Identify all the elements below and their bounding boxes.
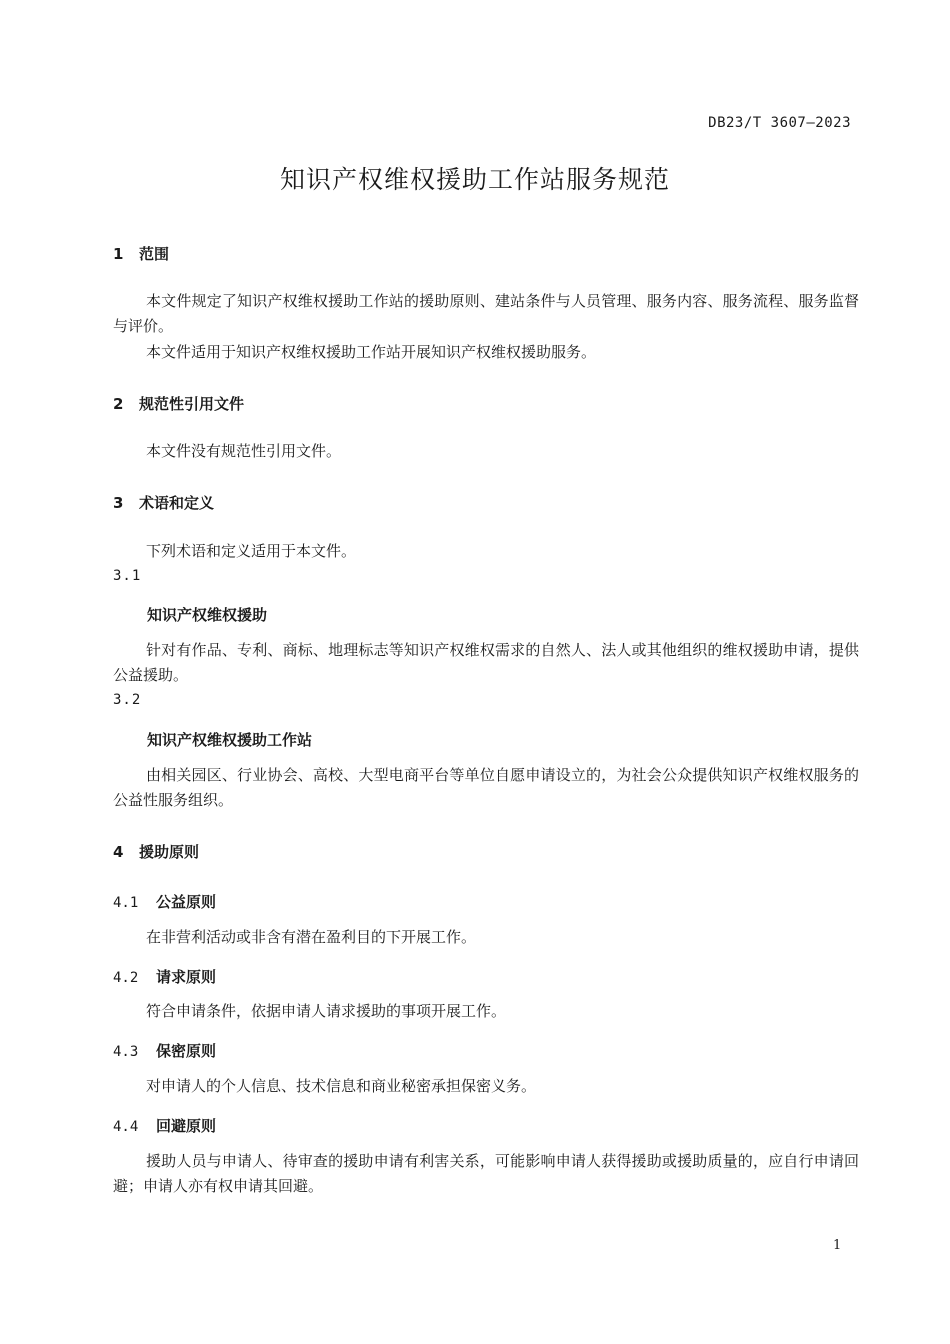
section-heading-normative-references [113,393,244,414]
term-name: 知识产权维权援助工作站 [147,731,313,749]
term-name: 知识产权维权援助 [147,606,268,624]
clause-text: 援助人员与申请人、待审查的援助申请有利害关系，可能影响申请人获得援助或援助质量的，应自行申请回避；申请人亦有权申请其回避。 [113,1152,859,1195]
term-number: 3.2 [113,692,142,708]
clause-title: 请求原则 [156,968,217,986]
section-title: 范围 [139,245,170,263]
clause-text: 对申请人的个人信息、技术信息和商业秘密承担保密义务。 [146,1077,537,1095]
clause-title: 保密原则 [156,1042,217,1060]
document-code: DB23/T 3607—2023 [708,115,851,131]
section-number: 3 [113,494,124,512]
section-heading-terms [113,492,214,513]
section-title: 术语和定义 [139,494,215,512]
normative-references-paragraph: 本文件没有规范性引用文件。 [146,442,342,460]
section-title: 援助原则 [139,843,200,861]
clause-text: 符合申请条件，依据申请人请求援助的事项开展工作。 [146,1002,507,1020]
terms-intro-paragraph: 下列术语和定义适用于本文件。 [146,542,357,560]
clause-number: 4.2 [113,970,139,986]
section-title: 规范性引用文件 [139,395,245,413]
term-number: 3.1 [113,568,142,584]
section-heading-principles [113,841,199,862]
scope-paragraph-1: 本文件规定了知识产权维权援助工作站的援助原则、建站条件与人员管理、服务内容、服务流程、服务监督与评价。 [113,292,859,335]
clause-title: 回避原则 [156,1117,217,1135]
clause-title: 公益原则 [156,893,217,911]
clause-number: 4.1 [113,895,139,911]
clause-heading [113,1115,216,1136]
section-number: 2 [113,395,124,413]
clause-number: 4.4 [113,1119,139,1135]
clause-text: 在非营利活动或非含有潜在盈利目的下开展工作。 [146,928,477,946]
section-number: 4 [113,843,124,861]
document-title: 知识产权维权援助工作站服务规范 [279,165,670,194]
page-number: 1 [833,1238,842,1253]
section-heading-scope [113,243,169,264]
clause-heading [113,966,216,987]
section-number: 1 [113,245,124,263]
clause-heading [113,1040,216,1061]
term-definition: 由相关园区、行业协会、高校、大型电商平台等单位自愿申请设立的，为社会公众提供知识产权维权服务的公益性服务组织。 [113,766,859,809]
scope-paragraph-2: 本文件适用于知识产权维权援助工作站开展知识产权维权援助服务。 [146,343,597,361]
term-definition: 针对有作品、专利、商标、地理标志等知识产权维权需求的自然人、法人或其他组织的维权援助申请，提供公益援助。 [113,641,859,684]
clause-number: 4.3 [113,1044,139,1060]
clause-heading [113,891,216,912]
